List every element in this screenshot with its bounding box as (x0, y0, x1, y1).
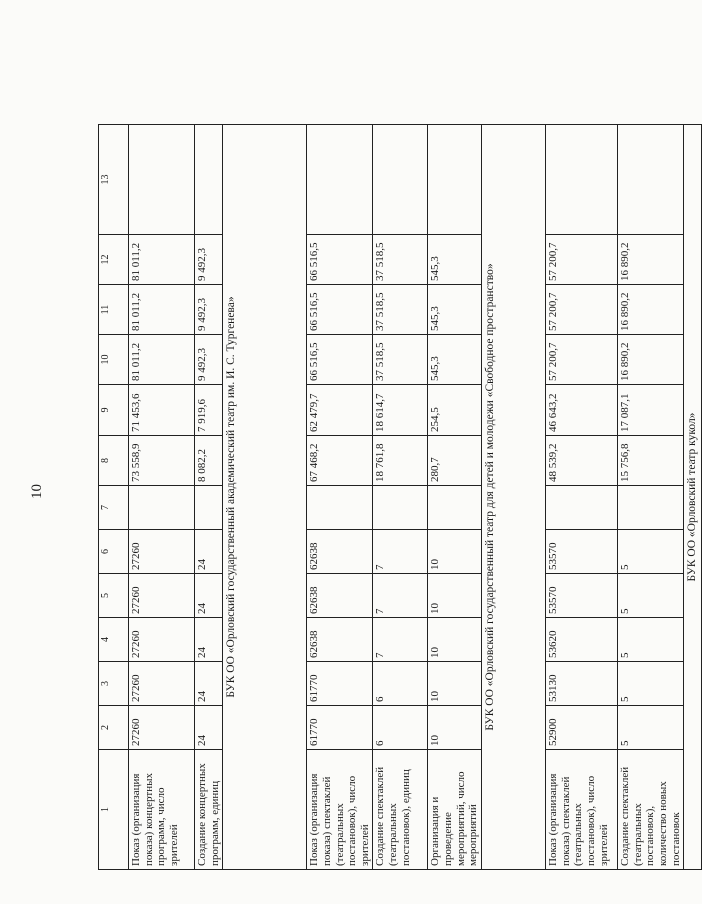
value-cell: 254,5 (428, 385, 482, 436)
value-cell: 53130 (546, 662, 618, 706)
table-row (428, 125, 482, 870)
value-cell: 8 082,2 (195, 436, 223, 486)
indicator-name: Создание спектаклей (театральных постановок), единиц (373, 750, 428, 870)
header-cell: 10 (99, 335, 129, 385)
table-row (618, 125, 684, 870)
value-cell: 10 (428, 662, 482, 706)
value-cell: 66 516,5 (307, 235, 373, 285)
value-cell: 52900 (546, 706, 618, 750)
value-cell: 57 200,7 (546, 335, 618, 385)
value-cell: 280,7 (428, 436, 482, 486)
value-cell: 7 (373, 618, 428, 662)
value-cell: 7 (373, 574, 428, 618)
indicator-name: Организация и проведение мероприятий, число мероприятий (428, 750, 482, 870)
organization-name: БУК ОО «Орловский государственный академический театр им. И. С. Тургенева» (223, 125, 307, 870)
value-cell: 46 643,2 (546, 385, 618, 436)
value-cell: 18 614,7 (373, 385, 428, 436)
value-cell: 27260 (129, 706, 195, 750)
header-cell: 12 (99, 235, 129, 285)
value-cell: 10 (428, 530, 482, 574)
value-cell (546, 125, 618, 235)
value-cell: 16 890,2 (618, 335, 684, 385)
header-cell: 2 (99, 706, 129, 750)
value-cell: 7 919,6 (195, 385, 223, 436)
value-cell: 27260 (129, 574, 195, 618)
value-cell: 57 200,7 (546, 235, 618, 285)
value-cell: 10 (428, 706, 482, 750)
header-cell: 5 (99, 574, 129, 618)
value-cell: 16 890,2 (618, 235, 684, 285)
value-cell: 61770 (307, 706, 373, 750)
value-cell: 10 (428, 618, 482, 662)
value-cell: 5 (618, 574, 684, 618)
rotated-table-container (98, 125, 699, 870)
indicator-name: Показ (организация показа) спектаклей (театральных постановок), число зрителей (307, 750, 373, 870)
value-cell: 57 200,7 (546, 285, 618, 335)
value-cell: 27260 (129, 618, 195, 662)
value-cell (618, 486, 684, 530)
header-cell: 7 (99, 486, 129, 530)
value-cell: 48 539,2 (546, 436, 618, 486)
value-cell: 81 011,2 (129, 235, 195, 285)
header-cell: 3 (99, 662, 129, 706)
value-cell: 62 479,7 (307, 385, 373, 436)
header-cell: 13 (99, 125, 129, 235)
organization-row (482, 125, 546, 870)
organization-row (223, 125, 307, 870)
value-cell: 545,3 (428, 285, 482, 335)
table-row (195, 125, 223, 870)
value-cell: 17 087,1 (618, 385, 684, 436)
value-cell: 545,3 (428, 235, 482, 285)
value-cell: 24 (195, 618, 223, 662)
value-cell (129, 125, 195, 235)
table-row (546, 125, 618, 870)
value-cell: 37 518,5 (373, 285, 428, 335)
organization-name: БУК ОО «Орловский государственный театр для детей и молодежи «Свободное пространство» (482, 125, 546, 870)
value-cell (373, 125, 428, 235)
value-cell: 27260 (129, 530, 195, 574)
value-cell: 24 (195, 530, 223, 574)
value-cell: 81 011,2 (129, 335, 195, 385)
value-cell (546, 486, 618, 530)
header-cell: 1 (99, 750, 129, 870)
value-cell: 67 468,2 (307, 436, 373, 486)
header-cell: 9 (99, 385, 129, 436)
indicator-name: Показ (организация показа) концертных программ, число зрителей (129, 750, 195, 870)
value-cell: 5 (618, 662, 684, 706)
header-cell: 11 (99, 285, 129, 335)
value-cell (373, 486, 428, 530)
value-cell: 66 516,5 (307, 335, 373, 385)
value-cell: 18 761,8 (373, 436, 428, 486)
value-cell: 53570 (546, 530, 618, 574)
value-cell: 5 (618, 706, 684, 750)
header-cell: 4 (99, 618, 129, 662)
value-cell: 37 518,5 (373, 335, 428, 385)
table-row (129, 125, 195, 870)
value-cell (428, 486, 482, 530)
value-cell (129, 486, 195, 530)
value-cell (618, 125, 684, 235)
value-cell: 9 492,3 (195, 285, 223, 335)
value-cell: 10 (428, 574, 482, 618)
organization-name: БУК ОО «Орловский театр кукол» (684, 125, 702, 870)
value-cell (428, 125, 482, 235)
header-cell: 8 (99, 436, 129, 486)
indicator-name: Показ (организация показа) спектаклей (театральных постановок), число зрителей (546, 750, 618, 870)
value-cell: 16 890,2 (618, 285, 684, 335)
value-cell: 62638 (307, 618, 373, 662)
table-row (373, 125, 428, 870)
value-cell: 61770 (307, 662, 373, 706)
page-number: 10 (29, 484, 45, 499)
value-cell: 24 (195, 706, 223, 750)
value-cell (307, 486, 373, 530)
organization-row (684, 125, 702, 870)
budget-table (98, 124, 702, 870)
table-row (307, 125, 373, 870)
value-cell: 27260 (129, 662, 195, 706)
value-cell: 53570 (546, 574, 618, 618)
table-header-row (99, 125, 129, 870)
value-cell: 71 453,6 (129, 385, 195, 436)
indicator-name: Создание спектаклей (театральных постановок), количество новых постановок (618, 750, 684, 870)
value-cell: 6 (373, 662, 428, 706)
value-cell: 6 (373, 706, 428, 750)
value-cell: 66 516,5 (307, 285, 373, 335)
indicator-name: Создание концертных программ, единиц (195, 750, 223, 870)
value-cell: 24 (195, 662, 223, 706)
value-cell: 53620 (546, 618, 618, 662)
value-cell: 37 518,5 (373, 235, 428, 285)
value-cell: 24 (195, 574, 223, 618)
value-cell: 15 756,8 (618, 436, 684, 486)
value-cell: 5 (618, 618, 684, 662)
value-cell (195, 125, 223, 235)
value-cell: 73 558,9 (129, 436, 195, 486)
value-cell: 5 (618, 530, 684, 574)
value-cell (195, 486, 223, 530)
value-cell: 62638 (307, 574, 373, 618)
value-cell: 7 (373, 530, 428, 574)
value-cell: 62638 (307, 530, 373, 574)
header-cell: 6 (99, 530, 129, 574)
value-cell: 9 492,3 (195, 235, 223, 285)
value-cell: 9 492,3 (195, 335, 223, 385)
value-cell: 545,3 (428, 335, 482, 385)
value-cell (307, 125, 373, 235)
value-cell: 81 011,2 (129, 285, 195, 335)
